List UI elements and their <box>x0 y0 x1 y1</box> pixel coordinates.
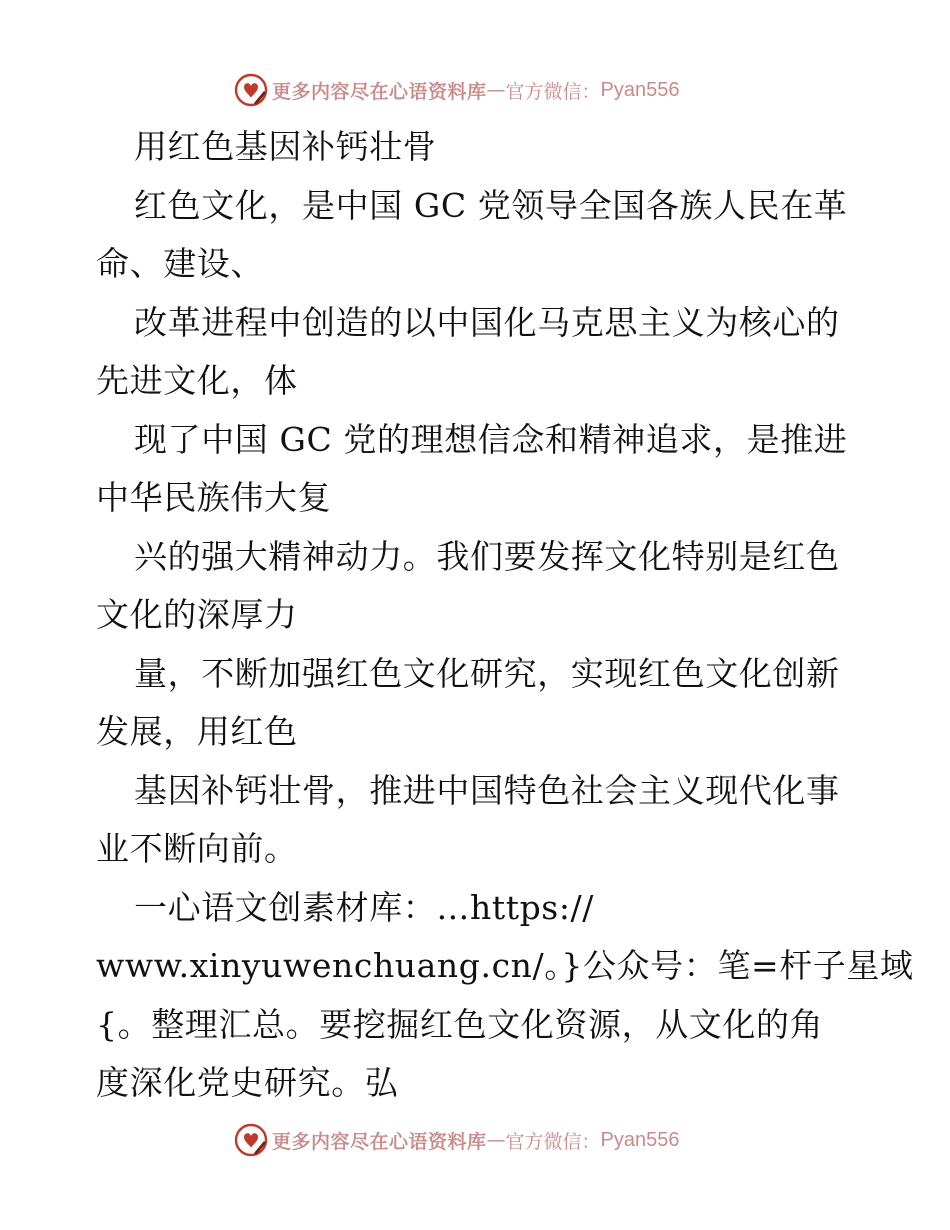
text-line: 一心语文创素材库：…https:// <box>134 887 594 927</box>
banner-slogan: 更多内容尽在心语资料库 <box>272 80 487 103</box>
banner-wechat-label: 官方微信： <box>505 1130 601 1153</box>
text-line: {。整理汇总。要挖掘红色文化资源，从文化的角 <box>96 1004 824 1044</box>
text-line: 命、建设、 <box>96 244 264 283</box>
text-line: 兴的强大精神动力。我们要发挥文化特别是红色 <box>134 536 840 576</box>
text-line: 现了中国 GC 党的理想信念和精神追求，是推进 <box>134 419 848 459</box>
text-line: 中华民族伟大复 <box>96 478 332 517</box>
text-line: www.xinyuwenchuang.cn/。}公众号：笔=杆子星域 <box>96 946 914 985</box>
header-banner <box>234 72 714 108</box>
text-line: 发展，用红色 <box>96 712 298 751</box>
banner-separator: — <box>486 79 506 101</box>
heart-pen-logo-icon <box>234 73 268 107</box>
text-line: 改革进程中创造的以中国化马克思主义为核心的 <box>134 302 840 342</box>
document-body <box>96 118 914 1113</box>
text-line: 量，不断加强红色文化研究，实现红色文化创新 <box>134 653 840 693</box>
banner-separator: — <box>486 1129 506 1151</box>
banner-wechat-label: 官方微信： <box>505 80 601 103</box>
doc-title: 用红色基因补钙壮骨 <box>134 127 437 166</box>
text-line: 业不断向前。 <box>96 829 298 868</box>
heart-pen-logo-icon <box>234 1123 268 1157</box>
text-line: 文化的深厚力 <box>96 595 298 634</box>
text-line: 度深化党史研究。弘 <box>96 1063 399 1102</box>
banner-slogan: 更多内容尽在心语资料库 <box>272 1130 487 1153</box>
text-line: 基因补钙壮骨，推进中国特色社会主义现代化事 <box>134 770 840 810</box>
text-line: 先进文化，体 <box>96 361 298 400</box>
footer-banner <box>234 1122 714 1158</box>
banner-wechat-id: Pyan556 <box>600 78 680 101</box>
text-line: 红色文化，是中国 GC 党领导全国各族人民在革 <box>134 185 848 225</box>
banner-wechat-id: Pyan556 <box>600 1128 680 1151</box>
